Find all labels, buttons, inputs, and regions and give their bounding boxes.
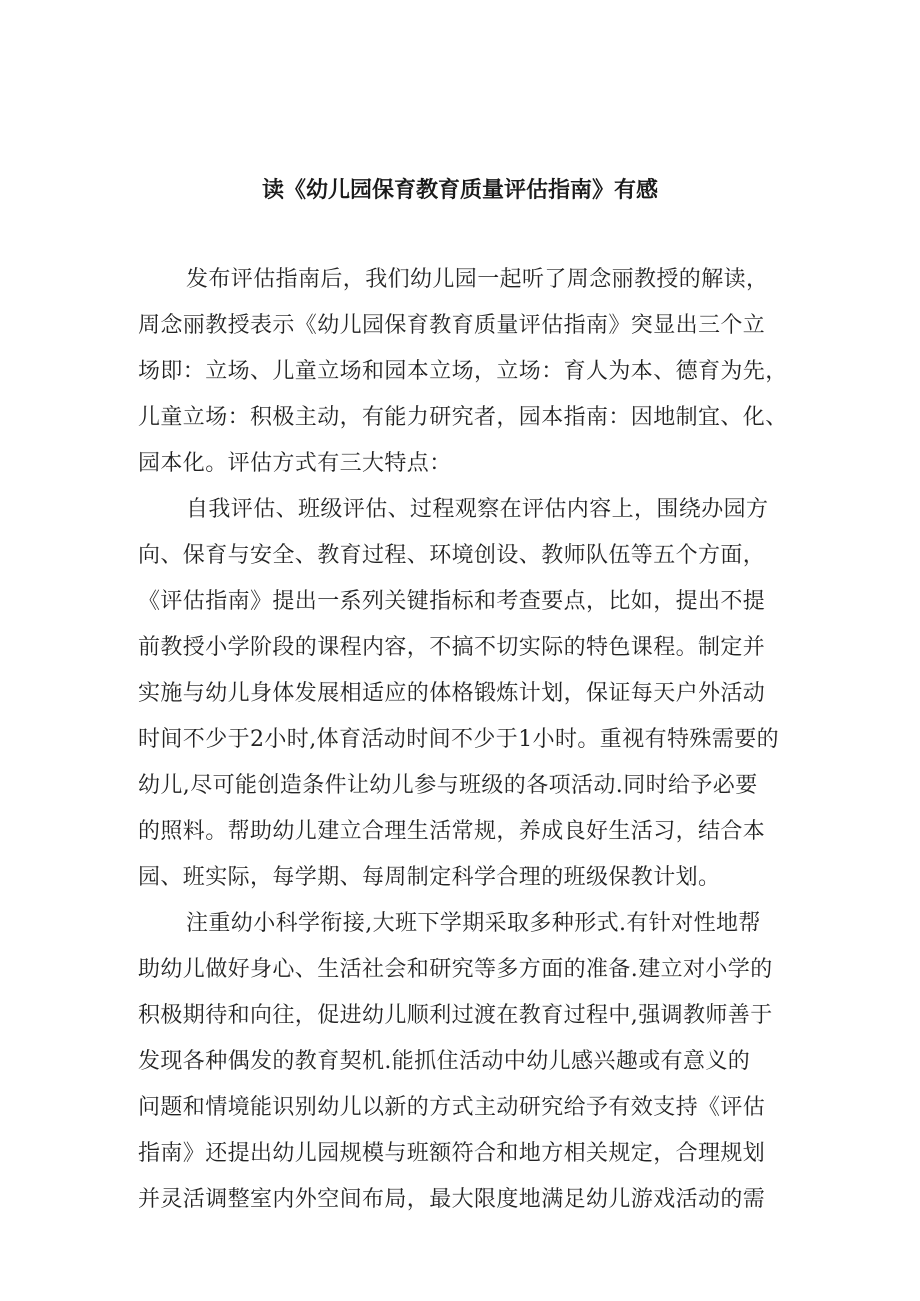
- paragraph-1-line-3: 场即：立场、儿童立场和园本立场，立场：育人为本、德育为先，: [138, 359, 788, 384]
- paragraph-3-line-7: 并灵活调整室内外空间布局，最大限度地满足幼儿游戏活动的需: [138, 1187, 766, 1212]
- paragraph-2-line-7: 幼儿,尽可能创造条件让幼儿参与班级的各项活动.同时给予必要: [138, 773, 758, 798]
- paragraph-3-line-1: 注重幼小科学衔接,大班下学期采取多种形式.有针对性地帮: [186, 911, 761, 936]
- paragraph-2-line-3: 《评估指南》提出一系列关键指标和考查要点，比如，提出不提: [138, 589, 766, 614]
- paragraph-2-line-2: 向、保育与安全、教育过程、环境创设、教师队伍等五个方面，: [138, 543, 766, 568]
- paragraph-2-line-9: 园、班实际，每学期、每周制定科学合理的班级保教计划。: [138, 865, 721, 890]
- paragraph-3-line-4: 发现各种偶发的教育契机.能抓住活动中幼儿感兴趣或有意义的: [138, 1049, 751, 1074]
- paragraph-2-line-6: 时间不少于2小时,体育活动时间不少于1小时。重视有特殊需要的: [138, 727, 779, 752]
- paragraph-3-line-2: 助幼儿做好身心、生活社会和研究等多方面的准备.建立对小学的: [138, 957, 773, 982]
- paragraph-2-line-8: 的照料。帮助幼儿建立合理生活常规，养成良好生活习，结合本: [138, 819, 766, 844]
- paragraph-2-line-4: 前教授小学阶段的课程内容，不搞不切实际的特色课程。制定并: [138, 635, 766, 660]
- paragraph-1-line-2: 周念丽教授表示《幼儿园保育教育质量评估指南》突显出三个立: [138, 313, 766, 338]
- paragraph-1-line-4: 儿童立场：积极主动，有能力研究者，园本指南：因地制宜、化、: [138, 405, 788, 430]
- paragraph-2-line-5: 实施与幼儿身体发展相适应的体格锻炼计划，保证每天户外活动: [138, 681, 766, 706]
- paragraph-2-line-1: 自我评估、班级评估、过程观察在评估内容上，围绕办园方: [186, 497, 769, 522]
- paragraph-3-line-5: 问题和情境能识别幼儿以新的方式主动研究给予有效支持《评估: [138, 1095, 766, 1120]
- paragraph-3-line-3: 积极期待和向往，促进幼儿顺利过渡在教育过程中,强调教师善于: [138, 1003, 773, 1028]
- paragraph-1-line-1: 发布评估指南后，我们幼儿园一起听了周念丽教授的解读，: [186, 267, 769, 292]
- document-title: 读《幼儿园保育教育质量评估指南》有感: [261, 178, 658, 203]
- paragraph-1-line-5: 园本化。评估方式有三大特点：: [138, 451, 452, 476]
- paragraph-3-line-6: 指南》还提出幼儿园规模与班额符合和地方相关规定，合理规划: [138, 1141, 766, 1166]
